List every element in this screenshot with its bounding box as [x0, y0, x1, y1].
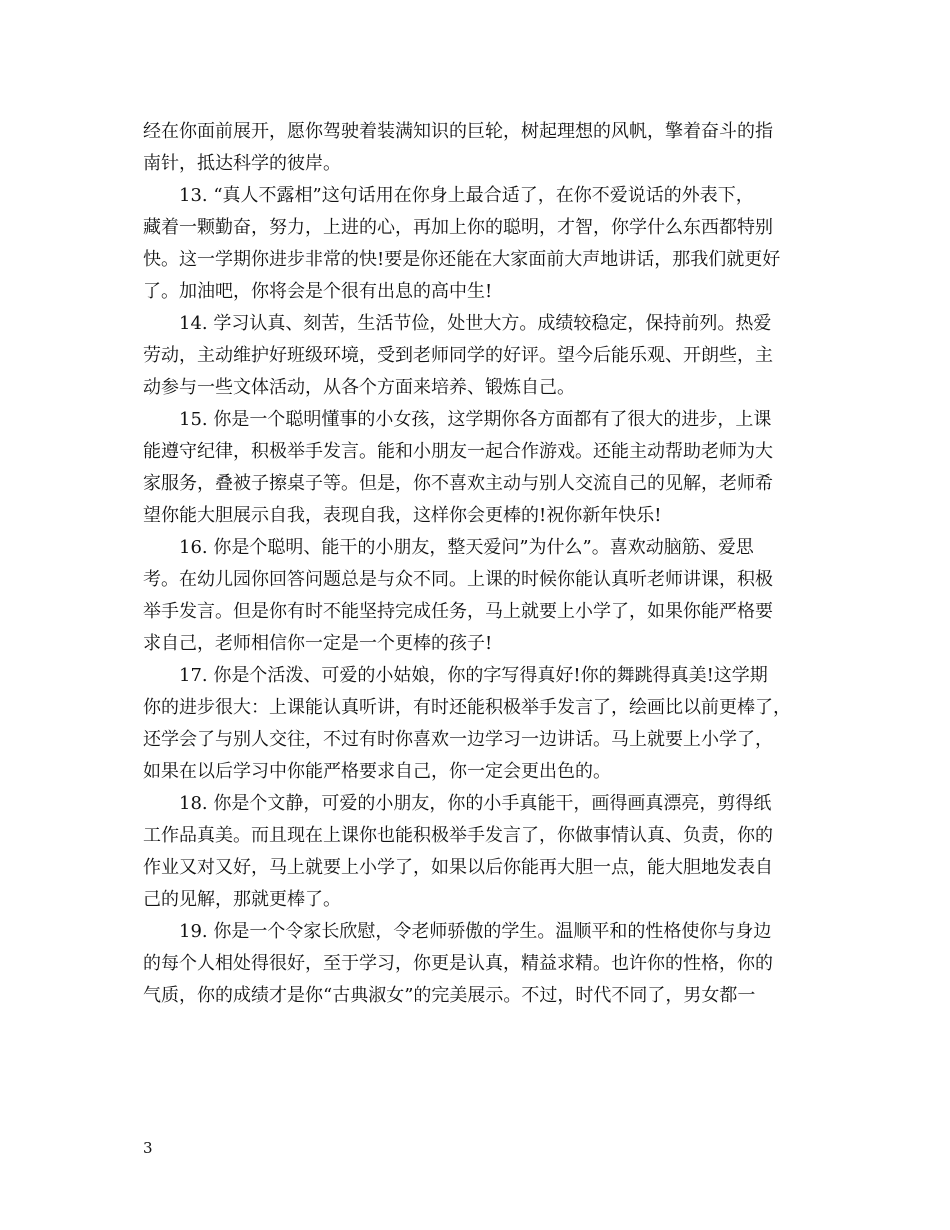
text-line: 快。这一学期你进步非常的快!要是你还能在大家面前大声地讲话，那我们就更好 — [143, 249, 781, 270]
text-line: 了。加油吧，你将会是个很有出息的高中生! — [143, 281, 493, 302]
text-line: 求自己，老师相信你一定是一个更棒的孩子! — [143, 633, 493, 654]
text-line: 13. “真人不露相”这句话用在你身上最合适了，在你不爱说话的外表下， — [179, 185, 754, 206]
text-line: 南针，抵达科学的彼岸。 — [143, 153, 341, 174]
text-line: 15. 你是一个聪明懂事的小女孩，这学期你各方面都有了很大的进步，上课 — [179, 409, 772, 430]
text-line: 19. 你是一个令家长欣慰，令老师骄傲的学生。温顺平和的性格使你与身边 — [179, 921, 772, 942]
text-line: 工作品真美。而且现在上课你也能积极举手发言了，你做事情认真、负责，你的 — [143, 825, 773, 846]
text-line: 家服务，叠被子擦桌子等。但是，你不喜欢主动与别人交流自己的见解，老师希 — [143, 473, 773, 494]
paragraph-13 — [143, 180, 811, 308]
text-line: 14. 学习认真、刻苦，生活节俭，处世大方。成绩较稳定，保持前列。热爱 — [179, 313, 772, 334]
page-number: 3 — [143, 1139, 153, 1157]
paragraph-12-continuation — [143, 116, 811, 180]
text-line: 如果在以后学习中你能严格要求自己，你一定会更出色的。 — [143, 761, 611, 782]
text-line: 气质，你的成绩才是你“古典淑女”的完美展示。不过，时代不同了，男女都一 — [143, 985, 756, 1006]
text-line: 考。在幼儿园你回答问题总是与众不同。上课的时候你能认真听老师讲课，积极 — [143, 569, 773, 590]
paragraph-14 — [143, 308, 811, 404]
text-line: 作业又对又好，马上就要上小学了，如果以后你能再大胆一点，能大胆地发表自 — [143, 857, 773, 878]
paragraph-17 — [143, 660, 811, 788]
text-line: 己的见解，那就更棒了。 — [143, 889, 341, 910]
text-line: 18. 你是个文静，可爱的小朋友，你的小手真能干，画得画真漂亮，剪得纸 — [179, 793, 772, 814]
text-line: 动参与一些文体活动，从各个方面来培养、锻炼自己。 — [143, 377, 575, 398]
text-line: 举手发言。但是你有时不能坚持完成任务，马上就要上小学了，如果你能严格要 — [143, 601, 773, 622]
text-line: 17. 你是个活泼、可爱的小姑娘，你的字写得真好!你的舞跳得真美!这学期 — [179, 665, 768, 686]
paragraph-19 — [143, 916, 811, 1012]
text-line: 的每个人相处得很好，至于学习，你更是认真，精益求精。也许你的性格，你的 — [143, 953, 773, 974]
text-line: 还学会了与别人交往，不过有时你喜欢一边学习一边讲话。马上就要上小学了， — [143, 729, 773, 750]
paragraph-18 — [143, 788, 811, 916]
paragraph-15 — [143, 404, 811, 532]
text-line: 能遵守纪律，积极举手发言。能和小朋友一起合作游戏。还能主动帮助老师为大 — [143, 441, 773, 462]
document-body — [143, 116, 811, 1012]
text-line: 经在你面前展开，愿你驾驶着装满知识的巨轮，树起理想的风帆，擎着奋斗的指 — [143, 121, 773, 142]
text-line: 藏着一颗勤奋，努力，上进的心，再加上你的聪明，才智，你学什么东西都特别 — [143, 217, 773, 238]
text-line: 你的进步很大：上课能认真听讲，有时还能积极举手发言了，绘画比以前更棒了， — [143, 697, 791, 718]
paragraph-16 — [143, 532, 811, 660]
text-line: 16. 你是个聪明、能干的小朋友，整天爱问”为什么”。喜欢动脑筋、爱思 — [179, 537, 754, 558]
text-line: 望你能大胆展示自我，表现自我，这样你会更棒的!祝你新年快乐! — [143, 505, 662, 526]
text-line: 劳动，主动维护好班级环境，受到老师同学的好评。望今后能乐观、开朗些，主 — [143, 345, 773, 366]
